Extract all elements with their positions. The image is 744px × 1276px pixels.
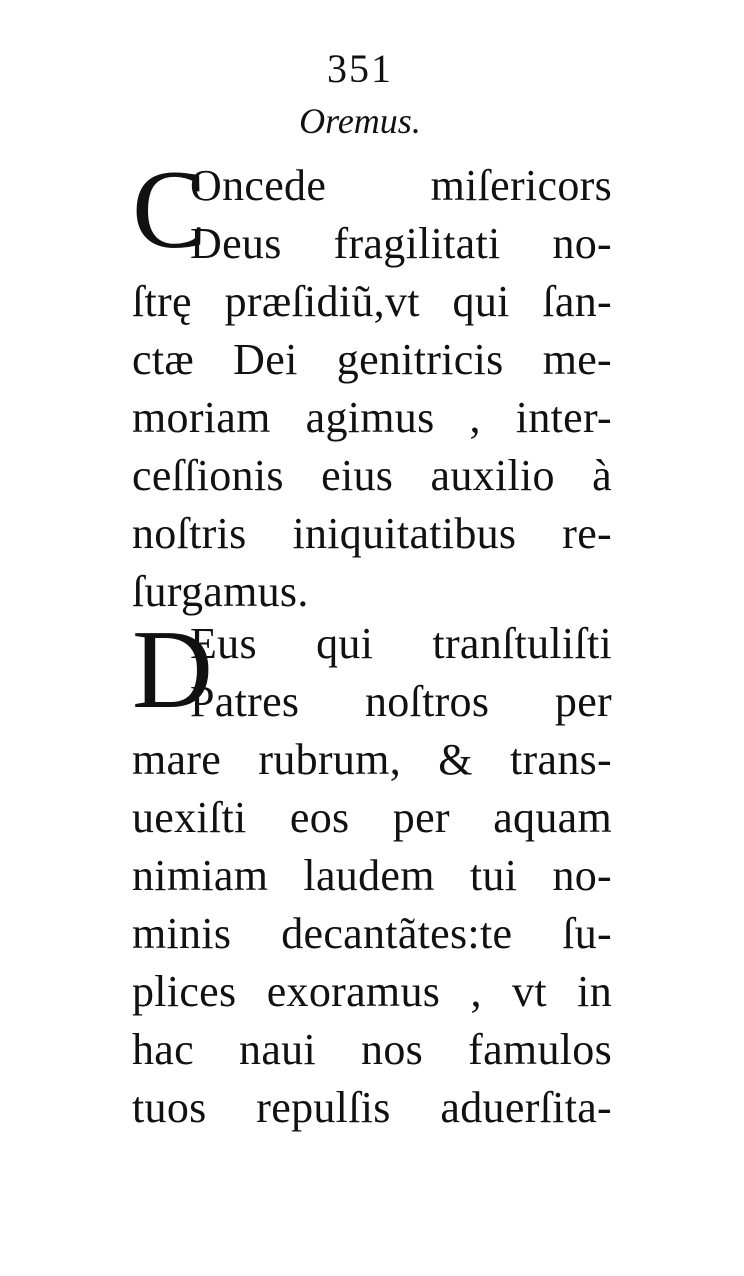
prayer-concede <box>132 148 612 616</box>
page-number: 351 <box>327 46 393 91</box>
text-line: Eus qui tranſtuliſti <box>190 619 612 668</box>
drop-cap-initial: D <box>132 608 213 732</box>
text-line: tuos repulſis aduerſita- <box>132 1083 612 1132</box>
prayer-heading: Oremus. <box>299 101 421 141</box>
text-line: noſtris iniquitatibus re- <box>132 509 612 558</box>
text-line: ceſſionis eius auxilio à <box>132 451 612 500</box>
text-line: Deus fragilitati no- <box>190 219 612 268</box>
text-line: moriam agimus , inter- <box>132 393 612 442</box>
text-line: nimiam laudem tui no- <box>132 851 612 900</box>
text-line: uexiſti eos per aquam <box>132 793 612 842</box>
text-line: ſtrę præſidiũ,vt qui ſan- <box>132 277 612 326</box>
text-line: mare rubrum, & trans- <box>132 735 612 784</box>
drop-cap-initial: C <box>132 148 207 272</box>
text-line: minis decantãtes:te ſu- <box>132 909 612 958</box>
text-line: ſurgamus. <box>132 567 309 616</box>
text-line: hac naui nos famulos <box>132 1025 612 1074</box>
text-line: Patres noſtros per <box>190 677 612 726</box>
text-line: ctæ Dei genitricis me- <box>132 335 612 384</box>
text-line: plices exoramus , vt in <box>132 967 612 1016</box>
prayer-deus-qui <box>132 610 612 1130</box>
text-line: Oncede miſericors <box>190 161 612 210</box>
